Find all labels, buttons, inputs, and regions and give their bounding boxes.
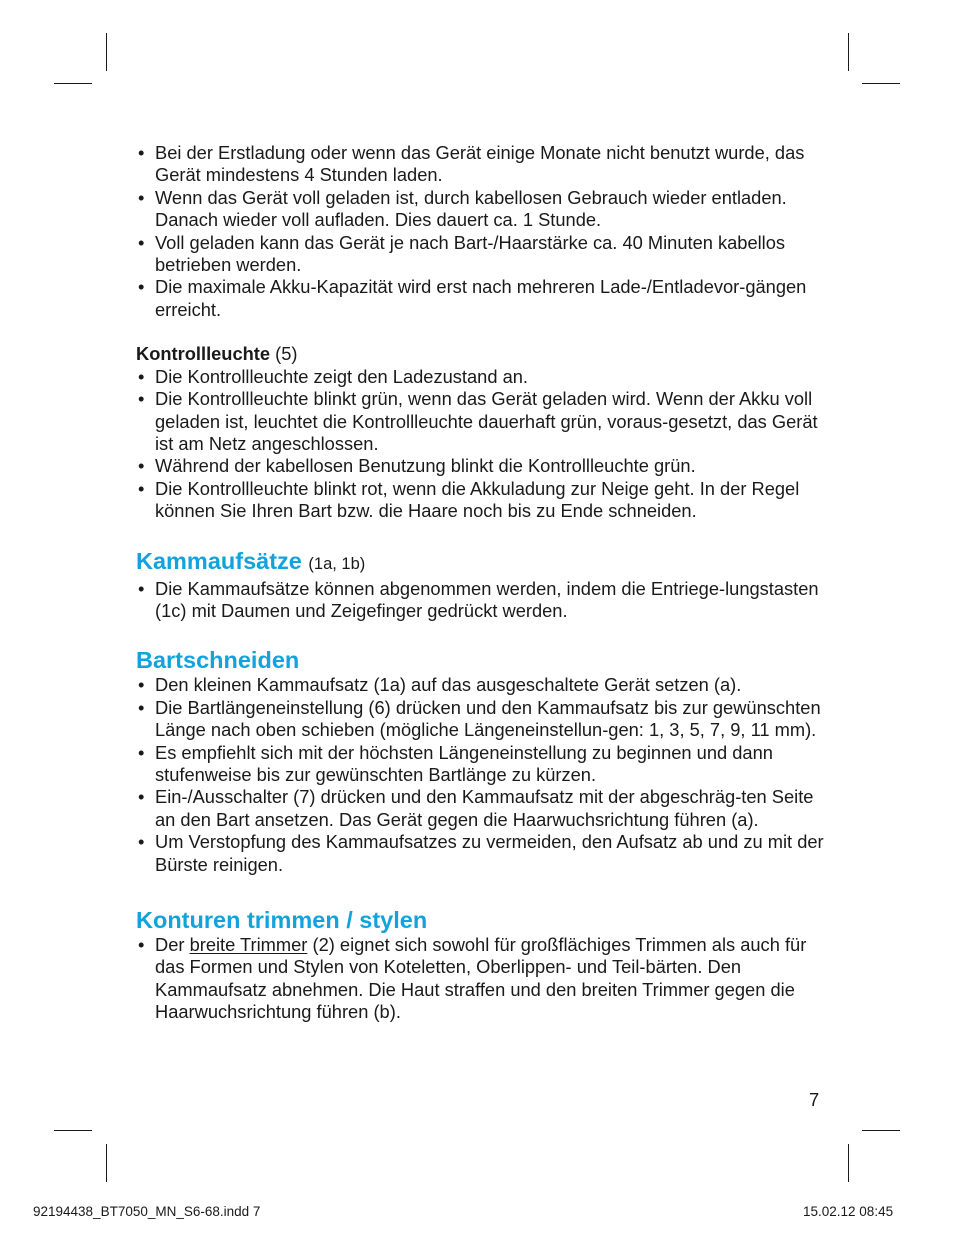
contours-section bbox=[136, 906, 826, 1024]
list-item: • Die Kammaufsätze können abgenommen werden, indem die Entriege-lungstasten (1c) mit Daumen und Zeigefinger gedrückt werden. bbox=[138, 577, 819, 621]
crop-mark-bottom-right-vertical bbox=[848, 1144, 849, 1182]
bullet-icon: • bbox=[138, 831, 145, 853]
page-content bbox=[136, 142, 826, 1024]
crop-mark-bottom-left-vertical bbox=[106, 1144, 107, 1182]
footer-timestamp: 15.02.12 08:45 bbox=[803, 1204, 894, 1219]
crop-mark-top-right-horizontal bbox=[862, 83, 900, 84]
list-item: • Die Kontrollleuchte zeigt den Ladezustand an. bbox=[138, 365, 528, 387]
contours-heading: Konturen trimmen / stylen bbox=[136, 907, 428, 934]
beard-cutting-bullet-list bbox=[136, 674, 826, 876]
list-item: • Der breite Trimmer (2) eignet sich sowohl für großflächiges Trimmen als auch für das Formen und Stylen von Koteletten, Oberlippen- und Teil-bärten. Den Kammaufsatz abnehmen. Die Haut straffen und den breiten Trimmer gegen die Haarwuchsrichtung führen (b). bbox=[138, 934, 807, 1023]
bullet-icon: • bbox=[138, 477, 145, 499]
bullet-icon: • bbox=[138, 231, 145, 253]
crop-mark-top-left-horizontal bbox=[54, 83, 92, 84]
list-item: • Die Kontrollleuchte blinkt rot, wenn die Akkuladung zur Neige geht. In der Regel können Sie Ihren Bart bzw. die Haare noch bis zu Ende schneiden. bbox=[138, 477, 800, 522]
beard-cutting-heading: Bartschneiden bbox=[136, 647, 300, 674]
page-number: 7 bbox=[809, 1089, 820, 1110]
crop-mark-bottom-right-horizontal bbox=[862, 1130, 900, 1131]
bullet-icon: • bbox=[138, 741, 145, 763]
bullet-icon: • bbox=[138, 388, 145, 410]
indicator-title: Kontrollleuchte bbox=[136, 343, 271, 365]
list-item: • Ein-/Ausschalter (7) drücken und den Kammaufsatz mit der abgeschräg-ten Seite an den Bart ansetzen. Das Gerät gegen die Haarwuchsrichtung führen (a). bbox=[138, 786, 814, 830]
bullet-icon: • bbox=[138, 455, 145, 477]
beard-cutting-section bbox=[136, 646, 826, 876]
charging-bullet-list bbox=[136, 142, 826, 321]
list-item: • Voll geladen kann das Gerät je nach Bart-/Haarstärke ca. 40 Minuten kabellos betrieben werden. bbox=[138, 231, 786, 276]
bullet-icon: • bbox=[138, 142, 145, 163]
comb-attachments-ref: (1a, 1b) bbox=[308, 554, 366, 573]
crop-mark-top-right-vertical bbox=[848, 33, 849, 71]
list-item: • Die Bartlängeneinstellung (6) drücken und den Kammaufsatz bis zur gewünschten Länge nach oben schieben (mögliche Längeneinstellun-gen: 1, 3, 5, 7, 9, 11 mm). bbox=[138, 696, 821, 741]
bullet-icon: • bbox=[138, 186, 145, 208]
list-item: • Bei der Erstladung oder wenn das Gerät einige Monate nicht benutzt wurde, das Gerät mindestens 4 Stunden laden. bbox=[138, 142, 805, 186]
indicator-heading bbox=[136, 343, 826, 366]
contours-bullet-list bbox=[136, 934, 826, 1024]
list-item: • Es empfiehlt sich mit der höchsten Längeneinstellung zu beginnen und dann stufenweise bis zur gewünschten Bartlänge zu kürzen. bbox=[138, 741, 773, 786]
indicator-bullet-list bbox=[136, 366, 826, 523]
broad-trimmer-term: breite Trimmer bbox=[189, 934, 308, 956]
crop-mark-top-left-vertical bbox=[106, 33, 107, 71]
bullet-icon: • bbox=[138, 577, 145, 599]
indicator-ref: (5) bbox=[275, 343, 298, 365]
comb-attachments-bullet-list bbox=[136, 578, 826, 623]
bullet-icon: • bbox=[138, 365, 145, 387]
list-item: • Um Verstopfung des Kammaufsatzes zu vermeiden, den Aufsatz ab und zu mit der Bürste reinigen. bbox=[138, 831, 824, 875]
bullet-icon: • bbox=[138, 786, 145, 808]
list-item: • Den kleinen Kammaufsatz (1a) auf das ausgeschaltete Gerät setzen (a). bbox=[138, 674, 742, 696]
list-item: • Während der kabellosen Benutzung blinkt die Kontrollleuchte grün. bbox=[138, 455, 696, 477]
comb-attachments-heading: Kammaufsätze (1a, 1b) bbox=[136, 547, 366, 574]
list-item: • Die Kontrollleuchte blinkt grün, wenn das Gerät geladen wird. Wenn der Akku voll geladen ist, leuchtet die Kontrollleuchte dauerhaft grün, voraus-gesetzt, das Gerät ist am Netz angeschlossen. bbox=[138, 388, 818, 454]
bullet-icon: • bbox=[138, 276, 145, 298]
bullet-icon: • bbox=[138, 674, 145, 696]
footer-file-info: 92194438_BT7050_MN_S6-68.indd 7 bbox=[33, 1204, 261, 1219]
bullet-icon: • bbox=[138, 696, 145, 718]
crop-mark-bottom-left-horizontal bbox=[54, 1130, 92, 1131]
comb-attachments-section bbox=[136, 547, 826, 623]
bullet-icon: • bbox=[138, 934, 145, 956]
list-item: • Wenn das Gerät voll geladen ist, durch kabellosen Gebrauch wieder entladen. Danach wieder voll aufladen. Dies dauert ca. 1 Stunde. bbox=[138, 186, 787, 231]
list-item: • Die maximale Akku-Kapazität wird erst nach mehreren Lade-/Entladevor-gängen erreicht. bbox=[138, 276, 807, 320]
